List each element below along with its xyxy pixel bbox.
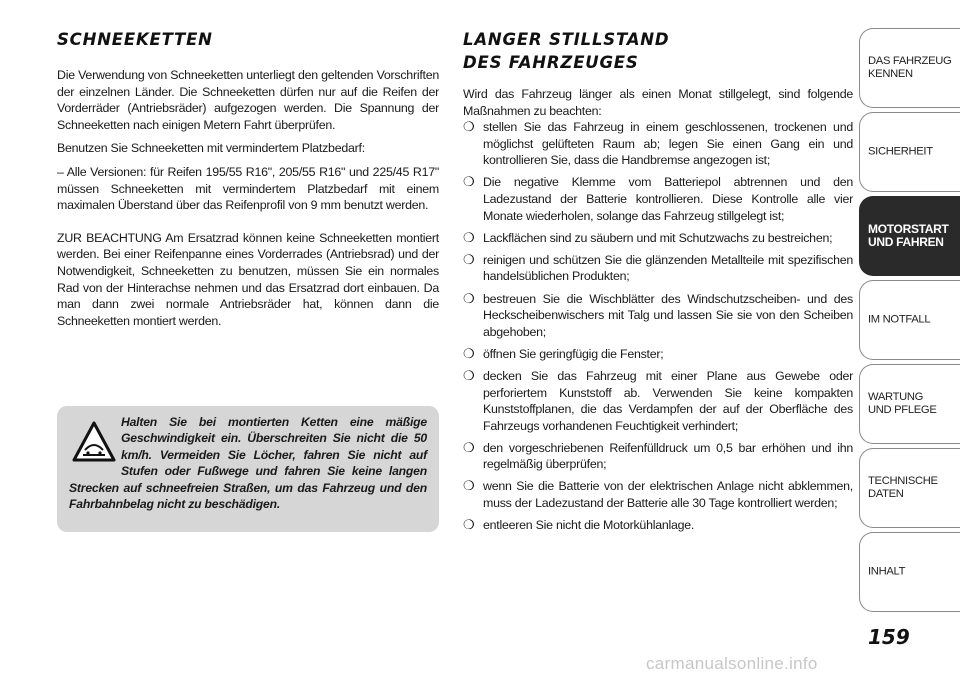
tab-chapter[interactable] [859,532,960,612]
bullet-icon: ❍ [463,478,475,494]
tab-chapter[interactable] [859,28,960,108]
bullet-icon: ❍ [463,439,475,455]
list-item [463,517,853,534]
list-item [463,368,853,434]
tab-chapter[interactable] [859,280,960,360]
storage-list [463,119,853,534]
warning-triangle-icon [71,420,117,464]
list-item-text: wenn Sie die Batterie von der elektrischen Anlage nicht abklemmen, muss der Ladezustand der Batterie alle 30 Tage kontrolliert werden; [483,479,853,511]
list-item-text: reinigen und schützen Sie die glänzenden Metallteile mit spezifischen handelsüblichen Produkten; [483,252,853,284]
tab-label: WARTUNG UND PFLEGE [868,391,937,416]
paragraph: Die Verwendung von Schneeketten unterliegt den geltenden Vorschriften der einzelnen Länder. Die Schneeketten dürfen nur auf die Reifen der Vorderräder (Antriebsräder) aufgezogen werden. Die Spannung der Schneeketten nach einigen Metern Fahrt überprüfen. [57,68,439,132]
list-item [463,291,853,341]
heading-line-2: DES FAHRZEUGES [463,53,639,72]
section-heading-storage [463,28,853,74]
chapter-tabs [859,28,960,616]
watermark: carmanualsonline.info [646,654,818,673]
right-column [463,28,853,539]
page-number: 159 [868,625,910,649]
bullet-icon: ❍ [463,119,475,135]
bullet-icon: ❍ [463,251,475,267]
list-item [463,252,853,285]
paragraph: – Alle Versionen: für Reifen 195/55 R16", 205/55 R16" und 225/45 R17" müssen Schneeketten mit vermindertem Platzbedarf mit einem maximalen Überstand über das Reifenprofil von 9 mm benutzt werden. [57,164,439,213]
tab-label: INHALT [868,565,906,578]
section-heading-snow-chains: SCHNEEKETTEN [57,30,213,49]
list-item-text: bestreuen Sie die Wischblätter des Windschutzscheiben- und des Heckscheibenwischers mit Talg und lassen Sie sie von den Scheiben abgehoben; [483,291,853,339]
list-item-text: stellen Sie das Fahrzeug in einem geschlossenen, trockenen und möglichst gelüfteten Raum ab; legen Sie einen Gang ein und kontrollieren Sie, dass die Handbremse angezogen ist; [483,120,853,168]
list-item-text: Lackflächen sind zu säubern und mit Schutzwachs zu bestreichen; [483,230,833,245]
tab-label: SICHERHEIT [868,145,933,158]
paragraph: Benutzen Sie Schneeketten mit vermindertem Platzbedarf: [57,141,365,156]
list-item-text: den vorgeschriebenen Reifenfülldruck um 0,5 bar erhöhen und ihn regelmäßig überprüfen; [483,440,853,472]
tab-label: MOTORSTART UND FAHREN [868,222,949,249]
tab-chapter[interactable] [859,448,960,528]
tab-label: IM NOTFALL [868,313,931,326]
tab-label: DAS FAHRZEUG KENNEN [868,55,952,80]
list-item [463,174,853,224]
list-item-text: Die negative Klemme vom Batteriepol abtrennen und den Ladezustand der Batterie kontrollieren. Diese Kontrolle alle vier Monate wiederholen, solange das Fahrzeug stillgelegt ist; [483,175,853,223]
bullet-icon: ❍ [463,174,475,190]
intro-paragraph: Wird das Fahrzeug länger als einen Monat stillgelegt, sind folgende Maßnahmen zu beachten: [463,87,853,118]
bullet-icon: ❍ [463,345,475,361]
list-item [463,119,853,169]
list-item [463,230,853,247]
bullet-icon: ❍ [463,367,475,383]
bullet-icon: ❍ [463,229,475,245]
list-item [463,440,853,473]
bullet-icon: ❍ [463,290,475,306]
warning-icon-spacer [69,414,121,466]
bullet-icon: ❍ [463,517,475,533]
list-item-text: decken Sie das Fahrzeug mit einer Plane aus Gewebe oder perforiertem Kunststoff ab. Verwenden Sie keine kompakten Kunststoffplanen, die das Verdampfen der auf der Oberfläche des Fahrzeugs vorhandenen Feuchtigkeit verhindert; [483,368,853,433]
list-item-text: öffnen Sie geringfügig die Fenster; [483,346,664,361]
warning-text-container [69,414,427,512]
heading-line-1: LANGER STILLSTAND [463,30,670,49]
tab-chapter[interactable] [859,196,960,276]
tab-chapter[interactable] [859,112,960,192]
warning-box [57,406,439,532]
tab-chapter[interactable] [859,364,960,444]
paragraph-note: ZUR BEACHTUNG Am Ersatzrad können keine Schneeketten montiert werden. Bei einer Reifenpanne eines Vorderrades (Antriebsrad) und der Notwendigkeit, Schneeketten zu benutzen, müssen Sie ein normales Rad von der Hinterachse nehmen und das Ersatzrad dort einbauen. Da man dann zwei normale Antriebsräder hat, können dann die Schneeketten montiert werden. [57,230,439,328]
tab-label: TECHNISCHE DATEN [868,475,938,500]
list-item [463,346,853,363]
list-item-text: entleeren Sie nicht die Motorkühlanlage. [483,518,695,533]
left-column [57,28,439,336]
list-item [463,478,853,511]
warning-text: Halten Sie bei montierten Ketten eine mäßige Geschwindigkeit ein. Überschreiten Sie nicht die 50 km/h. Vermeiden Sie Löcher, fahren Sie nicht auf Stufen oder Fußwege und fahren Sie keine langen Strecken auf schneefreien Straßen, um das Fahrzeug und den Fahrbahnbelag nicht zu beschädigen. [69,415,427,512]
